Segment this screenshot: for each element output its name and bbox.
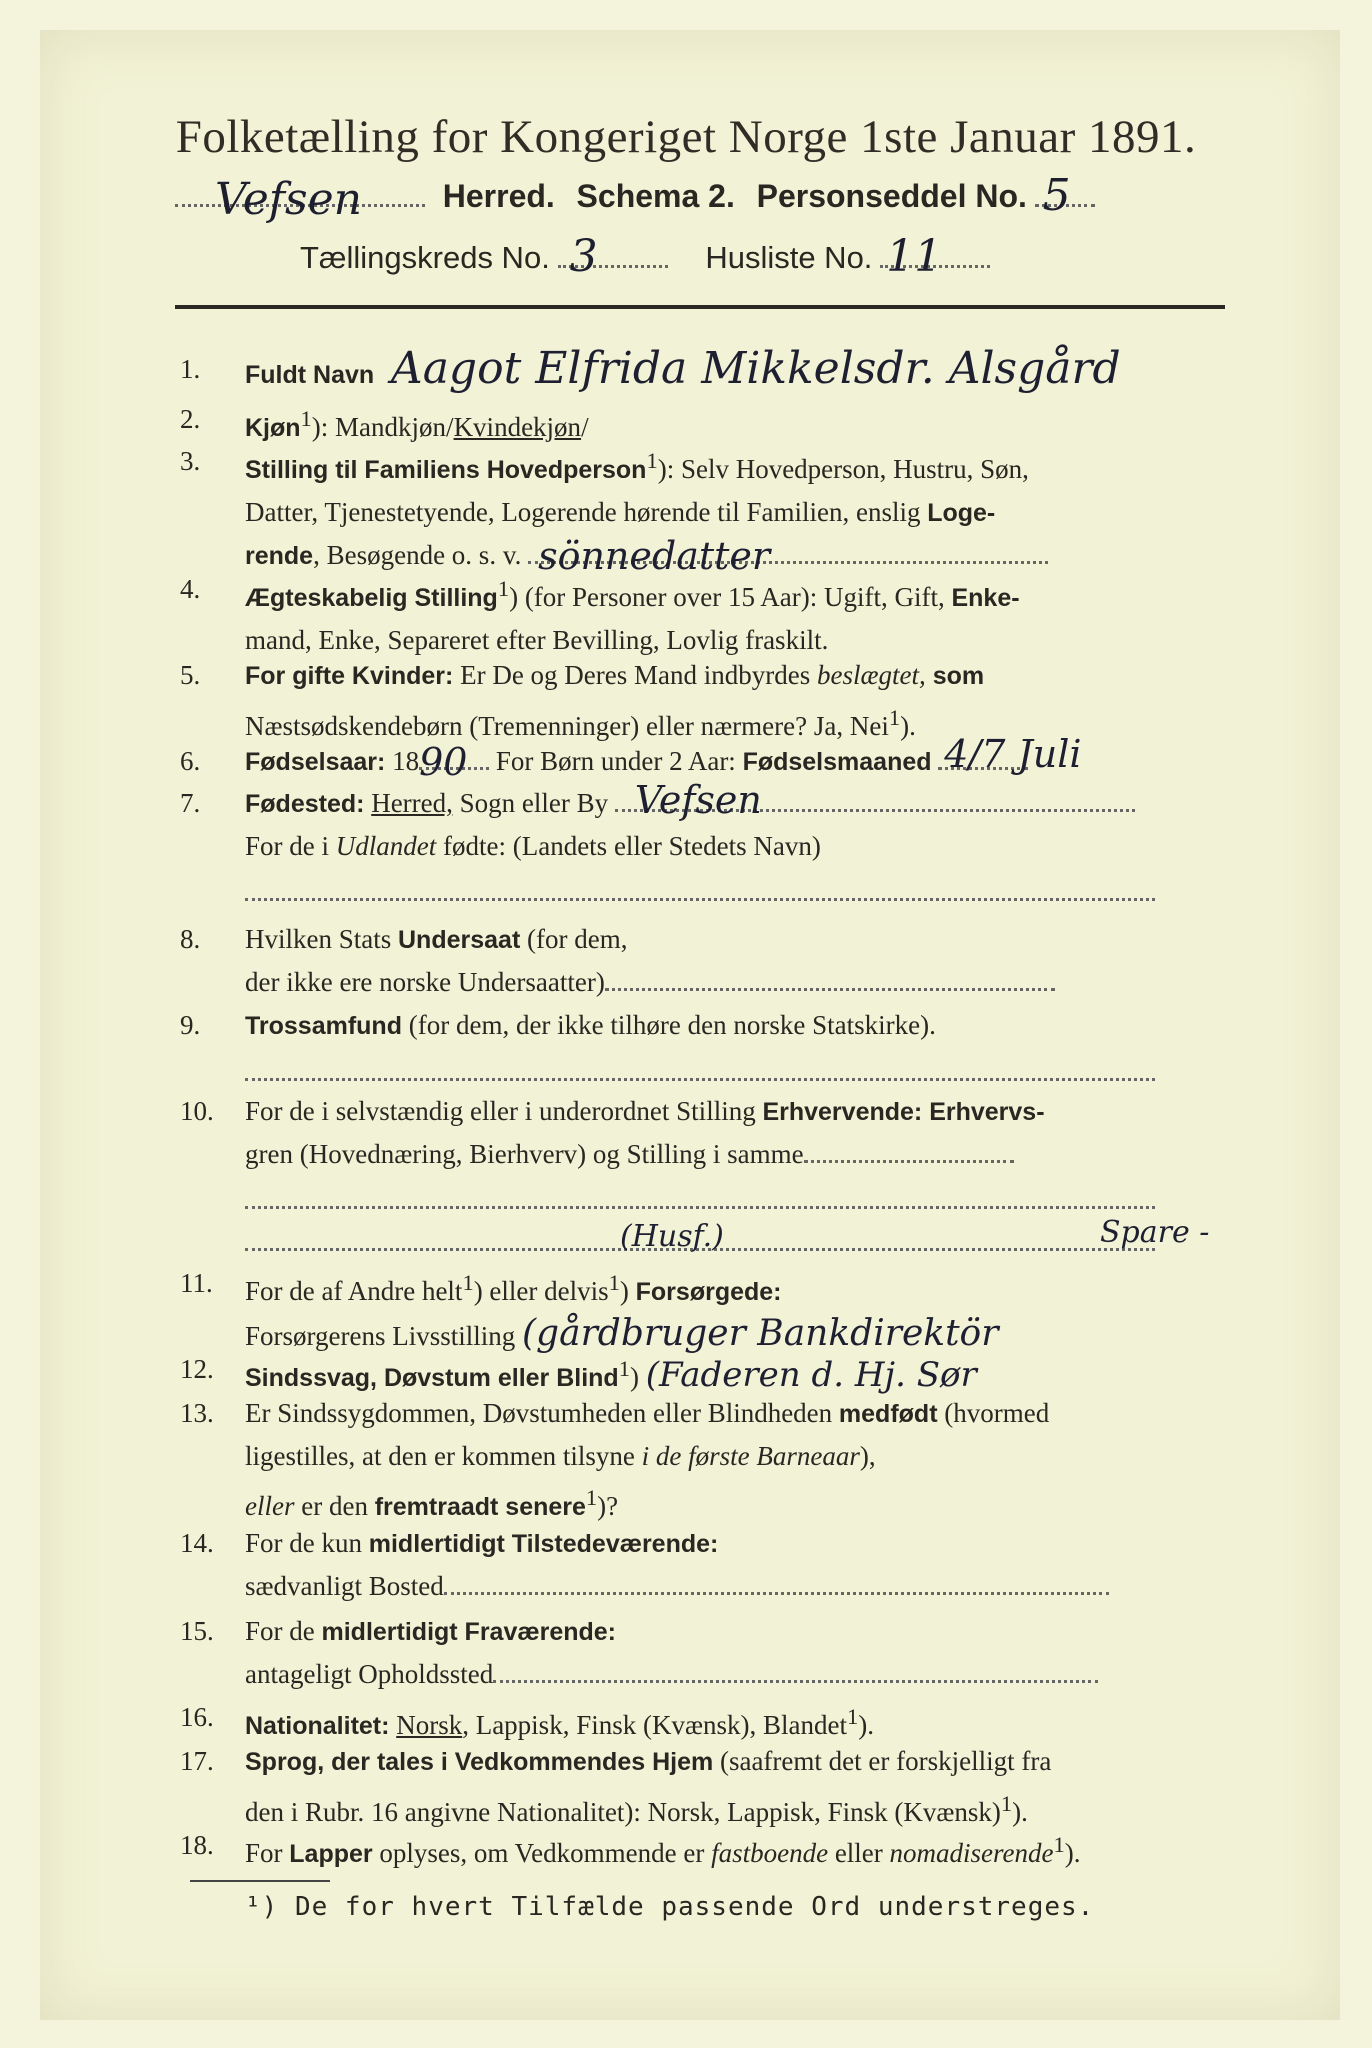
schema-label: Schema 2. <box>576 178 735 214</box>
birth-year-value: 90 <box>419 740 468 784</box>
personseddel-value: 5 <box>1042 170 1071 221</box>
marital-label: Ægteskabelig Stilling <box>245 584 498 612</box>
husliste-value: 11 <box>886 231 943 282</box>
nationality-selected: Norsk <box>396 1710 463 1740</box>
husliste-label: Husliste No. <box>705 240 873 275</box>
form-title: Folketælling for Kongeriget Norge 1ste Januar 1891. <box>175 111 1197 163</box>
kreds-value: 3 <box>569 231 598 282</box>
herred-row <box>175 170 1095 225</box>
birth-month-value: 4/7 Juli <box>944 732 1082 776</box>
herred-value: Vefsen <box>215 174 363 225</box>
married-women-label: gifte Kvinder: <box>292 662 454 690</box>
disability-value: (Faderen d. Hj. Sør <box>645 1355 977 1395</box>
religion-label: Trossamfund <box>245 1012 402 1040</box>
full-name-value: Aagot Elfrida Mikkelsdr. Alsgård <box>390 343 1121 394</box>
birthplace-value: Vefsen <box>634 778 762 822</box>
personseddel-label: Personseddel No. <box>756 178 1027 214</box>
nationality-label: Nationalitet: <box>245 1712 390 1740</box>
disability-label: Sindssvag, Døvstum eller Blind <box>245 1364 619 1392</box>
position-label: Stilling til Familiens Hovedperson <box>245 456 647 484</box>
provider-note-a: (Husf.) <box>620 1219 724 1254</box>
language-label: Sprog, der tales i Vedkommendes Hjem <box>245 1748 714 1776</box>
kreds-row <box>300 231 990 282</box>
birthplace-label: Fødested: <box>245 790 365 818</box>
provider-note-b: Spare - <box>1100 1215 1210 1250</box>
header-divider <box>175 305 1225 309</box>
position-value: sönnedatter <box>538 534 771 578</box>
birth-year-label: Fødselsaar: <box>245 748 386 776</box>
herred-label: Herred. <box>442 178 555 214</box>
provider-occupation-value: (gårdbruger Bankdirektör <box>522 1313 999 1354</box>
full-name-label: Fuldt Navn <box>245 361 375 389</box>
gender-female-selected: Kvindekjøn <box>453 412 582 442</box>
gender-label: Kjøn <box>245 414 301 442</box>
footnote: ¹) De for hvert Tilfælde passende Ord understreges. <box>245 1892 1095 1922</box>
kreds-label: Tællingskreds No. <box>300 240 550 275</box>
footnote-divider <box>190 1880 330 1882</box>
